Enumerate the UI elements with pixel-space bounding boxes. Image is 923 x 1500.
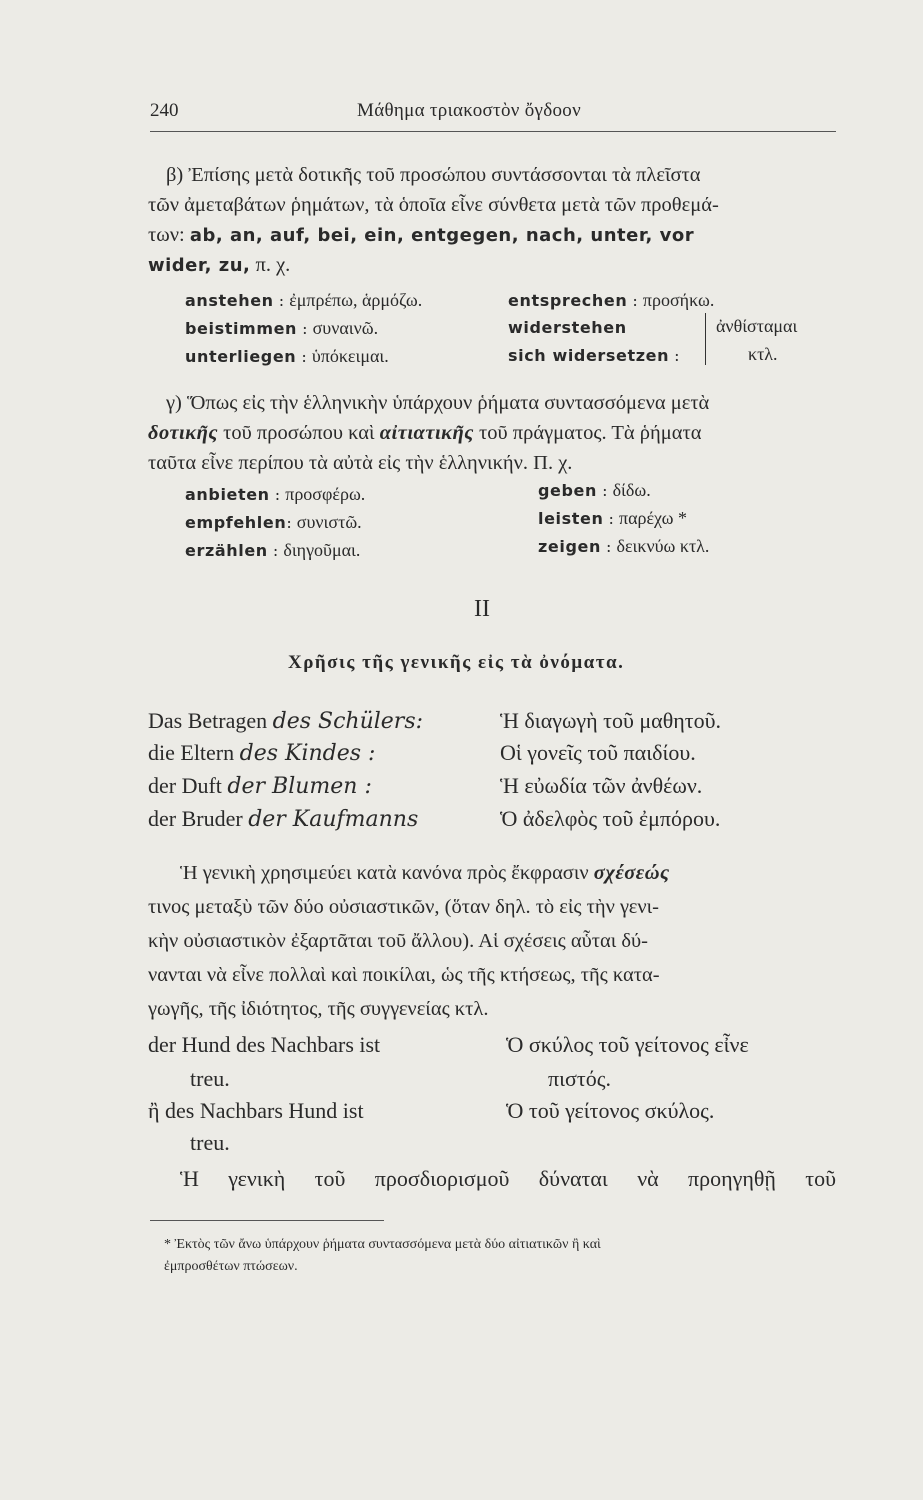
vocab-row: empfehlen: συνιστῶ. — [185, 512, 362, 532]
text-line: νανται νὰ εἶνε πολλαὶ καὶ ποικίλαι, ὡς τῆς κτήσεως, τῆς κατα- — [148, 964, 660, 986]
footnote-rule — [150, 1220, 384, 1221]
section-numeral: II — [474, 596, 490, 622]
vocab-gloss: ἀνθίσταμαι — [716, 316, 798, 336]
section-beta — [148, 160, 838, 280]
text-line: τῶν ἀμεταβάτων ῥημάτων, τὰ ὁποῖα εἶνε σύνθετα μετὰ τῶν προθεμά- — [148, 194, 719, 216]
example-de: Das Betragen des Schülers: — [148, 708, 424, 734]
vocab-row: geben : δίδω. — [538, 480, 651, 500]
vocab-row: entsprechen : προσήκω. — [508, 290, 715, 310]
header-rule — [150, 131, 836, 132]
example-de: treu. — [190, 1130, 230, 1155]
vocab-gloss: κτλ. — [748, 344, 778, 364]
text-line: τινος μεταξὺ τῶν δύο οὐσιαστικῶν, (ὅταν δηλ. τὸ εἰς τὴν γενι- — [148, 896, 659, 918]
example-de: der Bruder der Kaufmanns — [148, 806, 419, 832]
text-line: Ἡ γενικὴ χρησιμεύει κατὰ κανόνα πρὸς ἔκφρασιν σχέσεώς — [180, 862, 670, 884]
text-line: ταῦτα εἶνε περίπου τὰ αὐτὰ εἰς τὴν ἑλληνικήν. Π. χ. — [148, 452, 573, 474]
example-gr: Ὁ σκύλος τοῦ γείτονος εἶνε — [506, 1032, 749, 1057]
example-de: der Hund des Nachbars ist — [148, 1032, 381, 1057]
example-de: der Duft der Blumen : — [148, 773, 372, 799]
section-heading: Χρῆσις τῆς γενικῆς εἰς τὰ ὀνόματα. — [288, 652, 625, 673]
example-gr: πιστός. — [548, 1066, 611, 1091]
para-genitive — [148, 856, 838, 1026]
text-line: των: ab, an, auf, bei, ein, entgegen, nach, unter, vor — [148, 224, 695, 246]
vocab-row: widerstehen — [508, 318, 627, 337]
text-line: γ) Ὅπως εἰς τὴν ἑλληνικὴν ὑπάρχουν ῥήματα συντασσόμενα μετὰ — [166, 392, 710, 414]
vocab-row: erzählen : διηγοῦμαι. — [185, 540, 361, 560]
footnote-line: * Ἐκτὸς τῶν ἄνω ὑπάρχουν ῥήματα συντασσόμενα μετὰ δύο αἰτιατικῶν ἢ καὶ — [164, 1237, 601, 1252]
vocab-row: zeigen : δεικνύω κτλ. — [538, 536, 710, 556]
vocab-row: sich widersetzen : — [508, 346, 680, 365]
vocab-row: leisten : παρέχω * — [538, 508, 688, 528]
text-line: wider, zu, π. χ. — [148, 254, 291, 276]
text-line: δοτικῆς τοῦ προσώπου καὶ αἰτιατικῆς τοῦ πράγματος. Τὰ ῥήματα — [148, 422, 702, 444]
section-gamma-cont — [148, 418, 838, 478]
brace — [705, 313, 708, 365]
page-number: 240 — [150, 100, 179, 121]
example-gr: Οἱ γονεῖς τοῦ παιδίου. — [500, 740, 696, 765]
closing-line: Ἡ γενικὴ τοῦ προσδιορισμοῦ δύναται νὰ προηγηθῇ τοῦ — [180, 1166, 836, 1191]
vocab-row: anstehen : ἐμπρέπω, ἁρμόζω. — [185, 290, 423, 310]
vocab-row: beistimmen : συναινῶ. — [185, 318, 379, 338]
section-gamma — [166, 388, 838, 418]
vocab-row: unterliegen : ὑπόκειμαι. — [185, 346, 389, 366]
text-line: γωγῆς, τῆς ἰδιότητος, τῆς συγγενείας κτλ. — [148, 998, 489, 1020]
vocab-row: anbieten : προσφέρω. — [185, 484, 366, 504]
example-gr: Ἡ εὐωδία τῶν ἀνθέων. — [500, 773, 703, 798]
running-title: Μάθημα τριακοστὸν ὄγδοον — [357, 100, 581, 121]
prefix-list: ab, an, auf, bei, ein, entgegen, nach, unter, vor — [189, 225, 695, 246]
footnote — [164, 1234, 844, 1278]
text-line: β) Ἐπίσης μετὰ δοτικῆς τοῦ προσώπου συντάσσονται τὰ πλεῖστα — [166, 164, 701, 186]
text-line: κὴν οὐσιαστικὸν ἐξαρτᾶται τοῦ ἄλλου). Αἱ σχέσεις αὗται δύ- — [148, 930, 648, 952]
example-gr: Ὁ ἀδελφὸς τοῦ ἐμπόρου. — [500, 806, 721, 831]
footnote-line: ἐμπροσθέτων πτώσεων. — [164, 1259, 298, 1274]
example-gr: Ἡ διαγωγὴ τοῦ μαθητοῦ. — [500, 708, 721, 733]
example-gr: Ὁ τοῦ γείτονος σκύλος. — [506, 1098, 715, 1123]
example-de: ἢ des Nachbars Hund ist — [148, 1098, 364, 1123]
example-de: die Eltern des Kindes : — [148, 740, 376, 766]
example-de: treu. — [190, 1066, 230, 1091]
